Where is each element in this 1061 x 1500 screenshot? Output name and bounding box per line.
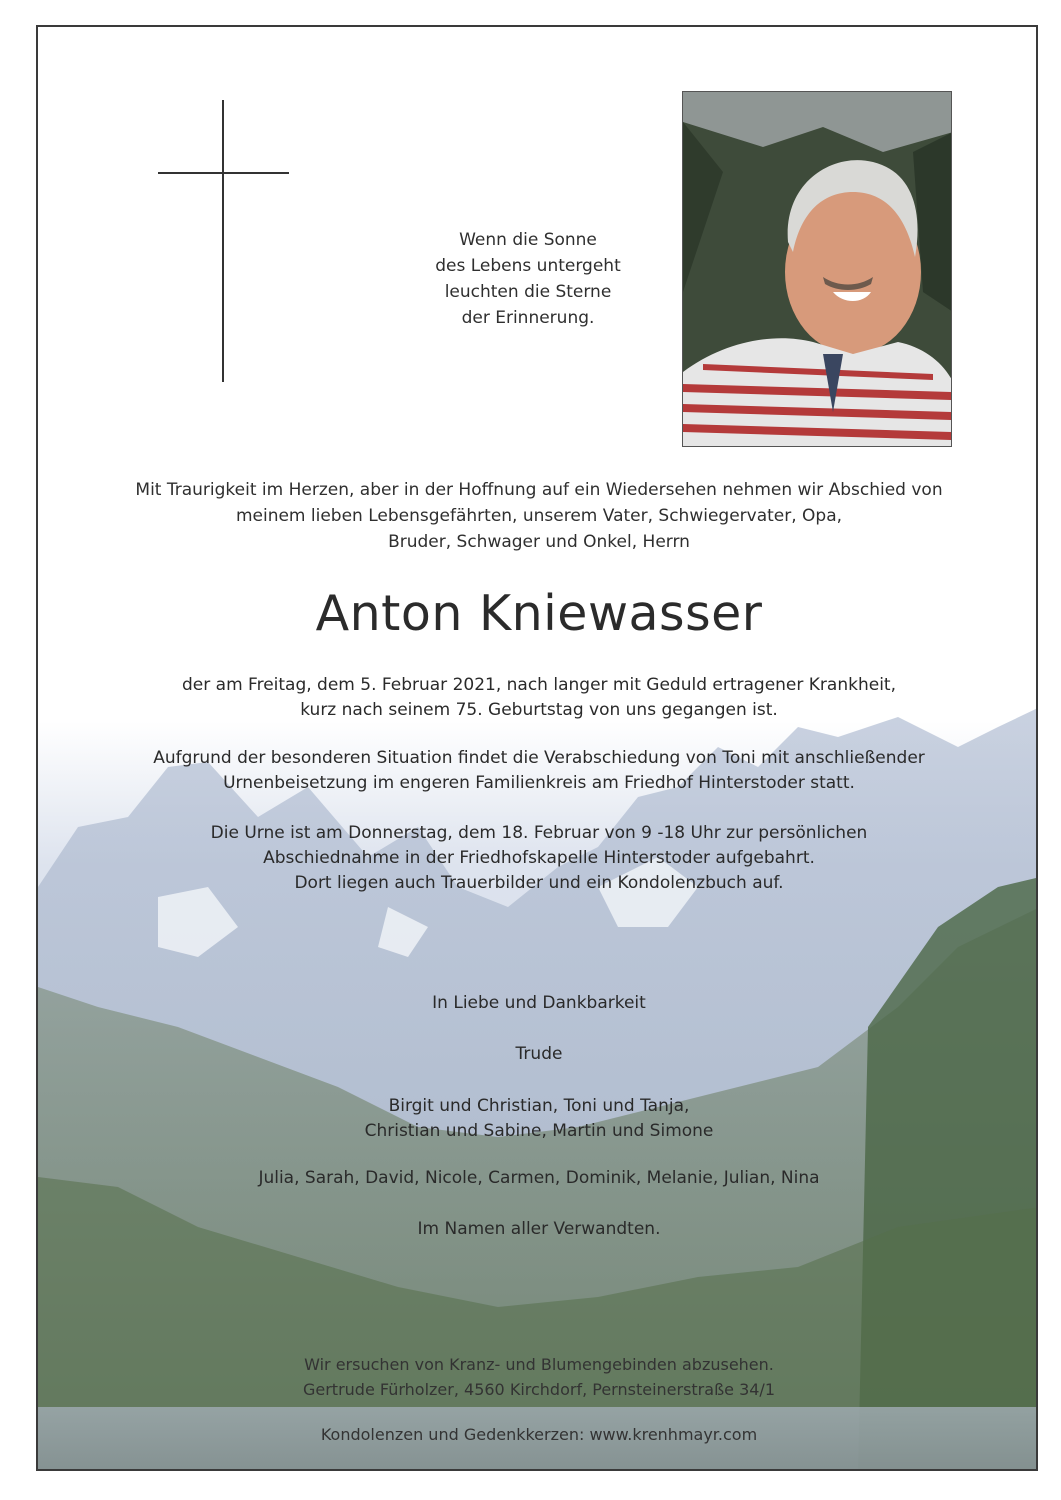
quote-line: leuchten die Sterne xyxy=(444,282,612,302)
obituary-card xyxy=(36,25,1038,1471)
death-notice-paragraph xyxy=(38,673,1038,723)
partner-name: Trude xyxy=(515,1044,563,1064)
children-line: Christian und Sabine, Martin und Simone xyxy=(364,1121,714,1141)
memorial-quote xyxy=(403,227,653,331)
urn-info-line: Abschiednahme in der Friedhofskapelle Hinterstoder aufgebahrt. xyxy=(263,848,815,868)
cross-symbol-vertical xyxy=(222,100,224,382)
children-line: Birgit und Christian, Toni und Tanja, xyxy=(388,1096,690,1116)
footer-line: Wir ersuchen von Kranz- und Blumengebinden abzusehen. xyxy=(304,1355,774,1374)
intro-line: meinem lieben Lebensgefährten, unserem Vater, Schwiegervater, Opa, xyxy=(235,506,843,526)
relatives-note: Im Namen aller Verwandten. xyxy=(417,1219,661,1239)
condolence-link[interactable]: Kondolenzen und Gedenkkerzen: www.krenhmayr.com xyxy=(320,1425,758,1444)
farewell-line: Urnenbeisetzung im engeren Familienkreis am Friedhof Hinterstoder statt. xyxy=(223,773,855,793)
portrait-illustration xyxy=(683,92,952,447)
quote-line: der Erinnerung. xyxy=(461,308,595,328)
grandchildren-names: Julia, Sarah, David, Nicole, Carmen, Dominik, Melanie, Julian, Nina xyxy=(258,1168,820,1188)
footer-line: Gertrude Fürholzer, 4560 Kirchdorf, Pernsteinerstraße 34/1 xyxy=(302,1380,775,1399)
farewell-line: Aufgrund der besonderen Situation findet die Verabschiedung von Toni mit anschließender xyxy=(153,748,925,768)
cross-symbol-horizontal xyxy=(158,172,289,174)
urn-info-line: Die Urne ist am Donnerstag, dem 18. Februar von 9 -18 Uhr zur persönlichen xyxy=(210,823,868,843)
quote-line: Wenn die Sonne xyxy=(459,230,597,250)
urn-info-paragraph xyxy=(38,821,1038,896)
footer-notice xyxy=(38,1352,1038,1402)
closing-phrase: In Liebe und Dankbarkeit xyxy=(432,993,646,1013)
intro-line: Mit Traurigkeit im Herzen, aber in der Hoffnung auf ein Wiedersehen nehmen wir Abschied von xyxy=(135,480,943,500)
intro-paragraph xyxy=(38,477,1038,555)
intro-line: Bruder, Schwager und Onkel, Herrn xyxy=(388,532,690,552)
urn-info-line: Dort liegen auch Trauerbilder und ein Kondolenzbuch auf. xyxy=(294,873,784,893)
death-notice-line: der am Freitag, dem 5. Februar 2021, nach langer mit Geduld ertragener Krankheit, xyxy=(182,675,896,695)
quote-line: des Lebens untergeht xyxy=(435,256,621,276)
farewell-paragraph xyxy=(38,746,1038,796)
death-notice-line: kurz nach seinem 75. Geburtstag von uns gegangen ist. xyxy=(300,700,778,720)
children-names xyxy=(38,1094,1038,1144)
deceased-name: Anton Kniewasser xyxy=(315,585,763,642)
portrait-photo xyxy=(682,91,952,447)
